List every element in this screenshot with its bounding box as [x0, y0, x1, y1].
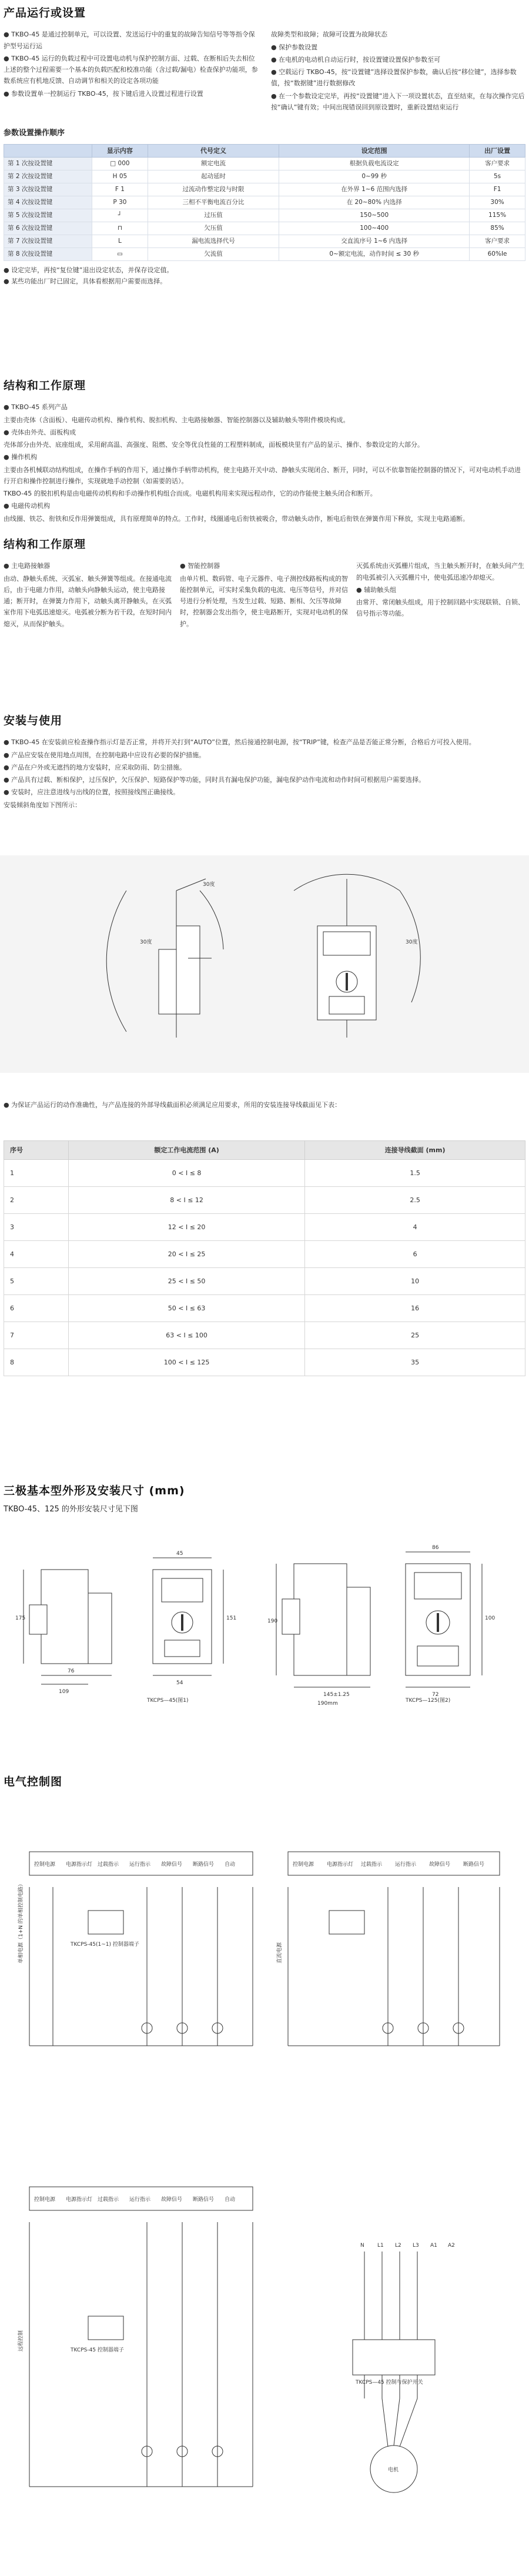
operation-para: ● 保护参数设置 — [271, 43, 318, 51]
structure1-section — [4, 376, 525, 526]
wire-table-section — [4, 1140, 525, 1376]
fig-caption: TKCPS—125(图2) — [406, 1698, 451, 1704]
wire-note-text: ● 为保证产品运行的动作准确性，与产品连接的外部导线截面积必须满足应用要求，所用的安装连接导线截面见下表： — [4, 1101, 341, 1109]
structure-line: 主要由各机械联动结构组成，在操作手柄的作用下，通过操作手柄带动机构，使主电路开关中动、静触头实现闭合、断开，同时，可以不依靠智能控制器的情况下，可对电动机手动进行开启和操作控制进行操作，实现就地手动控制（如需要的话）。 — [4, 466, 521, 485]
operation-para: ● TKBO-45 是通过控制单元，可以设置、发送运行中的重复的故障告知信号等等指令保护型号运行运 — [4, 31, 255, 50]
wire-cell: 35 — [305, 1349, 525, 1376]
angle-label: 30度 — [140, 939, 152, 945]
install-line: ● TKBO-45 在安装前应检查操作指示灯是否正常，并将开关打到“AUTO”位置，然后接通控制电源，按“TRIP”键，检查产品是否能正常分断，合格后方可投入使用。 — [4, 738, 476, 747]
device-side-view-2 — [176, 926, 200, 1014]
diagram-header-label: 故障信号 — [429, 1862, 451, 1868]
settings-cell: 30% — [470, 196, 525, 209]
settings-cell: 0~额定电流，动作时间 ≤ 30 秒 — [279, 247, 470, 260]
settings-cell: 起动延时 — [148, 170, 279, 183]
motor-label: 电机 — [388, 2467, 399, 2473]
diag1-controller — [88, 1911, 123, 1934]
diagram-header-label: 电源指示灯 — [66, 2197, 93, 2203]
wire-note — [4, 1099, 525, 1112]
wire-row — [4, 1349, 525, 1376]
install-line: 安装倾斜角度如下图所示： — [4, 801, 81, 809]
dim-label: 86 — [432, 1545, 439, 1551]
settings-cell: 60%Ie — [470, 247, 525, 260]
operation-para: ● TKBO-45 运行的负载过程中可设置电动机与保护控制方面、过载、在断相后失去相位上述的整个过程需要一个基本的负载匹配和校准功能（含过载/漏电）检查保护功能项，参数系统应有机地反馈、自动调节和相关的设定各项功能 — [4, 54, 258, 85]
wire-cell: 2 — [4, 1187, 69, 1214]
th — [4, 144, 92, 157]
dim-label: 76 — [68, 1668, 75, 1674]
dim-label: 151 — [226, 1615, 237, 1621]
dim-label: 72 — [432, 1692, 439, 1698]
diag4-term: L3 — [413, 2243, 419, 2249]
settings-cell: 客户要求 — [470, 235, 525, 247]
wire-cell: 6 — [4, 1295, 69, 1322]
settings-cell: 欠流值 — [148, 247, 279, 260]
diag4-term: L1 — [377, 2243, 384, 2249]
settings-cell: 第 1 次按设置键 — [4, 157, 92, 170]
install-title: 安装与使用 — [4, 714, 63, 727]
structure-line: 主要由壳体（含面板）、电磁传动机构、操作机构、脱扣机构、主电路接触器、智能控制器以及辅助触头等附件模块构成。 — [4, 416, 350, 424]
operation-para: ● 在一个参数设定完毕，再按“设置键”进入下一项设置状态，直至结束，在每次操作完后按“确认”键有效；中间出现错误回到原设置时，重新设置结束运行 — [271, 92, 525, 111]
diagram-header-label: 断路信号 — [193, 1862, 215, 1868]
settings-cell: 5s — [470, 170, 525, 183]
install-line: ● 产品在户外或无遮挡的地方安装时，应采取防雨、防尘措施。 — [4, 763, 186, 771]
diag4-term: A2 — [448, 2243, 455, 2249]
diagram-header-label: 电源指示灯 — [327, 1862, 354, 1868]
th: 显示内容 — [92, 144, 148, 157]
diag4-cap: TKCPS—45 控制与保护开关 — [356, 2380, 423, 2386]
settings-cell: ▭ — [92, 247, 148, 260]
wire-cell: 4 — [305, 1214, 525, 1241]
diagram-header-label: 过载指示 — [98, 1862, 119, 1868]
diag4-term: L2 — [395, 2243, 401, 2249]
dim-label: 190mm — [317, 1701, 338, 1707]
settings-row — [4, 196, 525, 209]
dim-label: 100 — [485, 1615, 495, 1621]
fig2-side — [294, 1564, 347, 1675]
dimensions-figure-band — [0, 1523, 529, 1734]
operation-para: ● 空载运行 TKBO-45，按“设置键”选择设置保护参数，确认后按“移位键”，选择参数值，按“数据键”进行数据修改 — [271, 68, 517, 88]
operation-columns — [4, 29, 525, 114]
structure2-col2 — [180, 560, 349, 631]
dim-label: 45 — [176, 1551, 183, 1557]
wire-row — [4, 1214, 525, 1241]
structure2-line: 由动、静触头系统、灭弧室、触头弹簧等组成。在接通电流后，由于电磁力作用，动触头向静触头运动，使主电路接通；断开时，在弹簧力作用下，动触头离开静触头，在灭弧室作用下电弧迅速熄灭。电弧被分断为若干段，在短时间内熄灭，从而保护触头。 — [4, 574, 172, 628]
settings-row — [4, 183, 525, 196]
diag3-controller — [88, 2316, 123, 2340]
diagram-header-label: 断路信号 — [193, 2197, 215, 2203]
wire-row — [4, 1295, 525, 1322]
dim-label: 190 — [267, 1618, 278, 1624]
wire-cell: 6 — [305, 1241, 525, 1268]
wire-cell: 3 — [4, 1214, 69, 1241]
settings-row — [4, 247, 525, 260]
diagram-header-label: 过载指示 — [361, 1862, 383, 1868]
install-figure-band — [0, 855, 529, 1073]
wire-cell: 1.5 — [305, 1160, 525, 1187]
settings-row — [4, 222, 525, 235]
dim-label: 109 — [59, 1689, 69, 1695]
settings-cell: 过流动作整定段与时限 — [148, 183, 279, 196]
operation-para: ● 参数设置单一控制运行 TKBO-45，按下键后进入设置过程进行设置 — [4, 89, 203, 98]
settings-cell: ┘ — [92, 209, 148, 222]
structure2-line: ● 主电路接触器 — [4, 562, 51, 570]
structure2-line: 由单片机、数码管、电子元器件、电子测控线路板构成的智能控制单元，可实时采集负载的电流、电压等信号，并对信号进行分析处理，当发生过载、短路、断相、欠压等故障时，控制器会发出指令，使主电路断开，实现对电动机的保护。 — [180, 574, 348, 628]
settings-row — [4, 209, 525, 222]
operation-para: ● 在电机的电动机自动运行时，按设置键设置保护参数至可 — [271, 55, 441, 63]
structure-line: 由线圈、铁芯、衔铁和反作用弹簧组成，具有原理简单的特点。工作时，线圈通电后衔铁被吸合，带动触头动作，断电后衔铁在弹簧作用下释放，实现主电路通断。 — [4, 514, 469, 523]
angle-label: 30度 — [203, 882, 215, 888]
structure2-columns — [4, 560, 525, 631]
wire-row — [4, 1268, 525, 1295]
settings-cell: 115% — [470, 209, 525, 222]
operation-note: ● 设定完毕，再按“复位键”退出设定状态，并保存设定值。 — [4, 266, 173, 274]
dimensions-figure — [0, 1523, 529, 1734]
wire-cell: 4 — [4, 1241, 69, 1268]
settings-cell: 欠压值 — [148, 222, 279, 235]
diagram-header-label: 自动 — [225, 2197, 236, 2203]
wire-cell: 25 — [305, 1322, 525, 1349]
th: 设定范围 — [279, 144, 470, 157]
diagram-header-label: 运行指示 — [129, 2197, 151, 2203]
settings-cell: 第 2 次按设置键 — [4, 170, 92, 183]
structure-line: TKBO-45 的脱扣机构是由电磁传动机构和手动操作机构组合而成。电磁机构用来实现远程动作，它的动作能使主触头闭合和断开。 — [4, 490, 377, 497]
settings-cell: 第 8 次按设置键 — [4, 247, 92, 260]
install-line: ● 产品应安装在使用地点周围，在控制电路中应设有必要的保护措施。 — [4, 751, 206, 759]
diag2-controller — [329, 1911, 364, 1934]
fig-caption: TKCPS—45(图1) — [147, 1698, 189, 1704]
structure-line: 壳体部分由外壳、底座组成，采用耐高温、高强度、阻燃、安全等优良性能的工程塑料制成，面板模块里有产品的显示、操作、参数设定的大部分。 — [4, 441, 424, 449]
electrical-section — [4, 1772, 525, 1798]
settings-cell: 额定电流 — [148, 157, 279, 170]
settings-cell: 第 5 次按设置键 — [4, 209, 92, 222]
dim-label: 175 — [15, 1615, 26, 1621]
diag4-term: N — [360, 2243, 364, 2249]
wire-cell: 25 < I ≤ 50 — [69, 1268, 305, 1295]
settings-cell: 漏电流选择代号 — [148, 235, 279, 247]
install-line: ● 产品具有过载、断相保护，过压保护，欠压保护、短路保护等功能，同时具有漏电保护功能，漏电保护动作电流和动作时间可根据用户需要选择。 — [4, 776, 426, 784]
dim-label: 145±1.25 — [323, 1692, 350, 1698]
electrical-title: 电气控制图 — [4, 1775, 63, 1788]
settings-cell: □ 000 — [92, 157, 148, 170]
structure2-col3 — [356, 560, 525, 631]
settings-cell: 交直流序号 1~6 内选择 — [279, 235, 470, 247]
structure2-line: 由常开、常闭触头组成，用于控制回路中实现联锁、自锁、信号指示等功能。 — [356, 598, 524, 618]
diagram-header-label: 运行指示 — [129, 1862, 151, 1868]
diagram-header-label: 控制电源 — [34, 1862, 56, 1868]
structure-line: ● 操作机构 — [4, 453, 38, 461]
order-title: 参数设置操作顺序 — [4, 129, 65, 138]
settings-cell: 过压值 — [148, 209, 279, 222]
diagram-header-label: 过载指示 — [98, 2197, 119, 2203]
wire-row — [4, 1160, 525, 1187]
structure2-title: 结构和工作原理 — [4, 538, 86, 551]
operation-right-col — [271, 29, 525, 114]
wire-cell: 12 < I ≤ 20 — [69, 1214, 305, 1241]
settings-row — [4, 235, 525, 247]
settings-cell: 100~400 — [279, 222, 470, 235]
settings-cell: L — [92, 235, 148, 247]
diagram-header-label: 断路信号 — [463, 1862, 485, 1868]
th: 序号 — [4, 1141, 69, 1160]
structure2-section — [4, 535, 525, 631]
diagram-header-label: 故障信号 — [161, 1862, 183, 1868]
diag2-side: 直流电源 — [277, 1942, 283, 1963]
diag4-switch — [353, 2340, 435, 2375]
structure2-line: ● 辅助触头组 — [356, 586, 397, 594]
diagram-header-label: 运行指示 — [395, 1862, 417, 1868]
structure1-title: 结构和工作原理 — [4, 379, 86, 392]
settings-cell: 客户要求 — [470, 157, 525, 170]
th: 额定工作电流范围 (A) — [69, 1141, 305, 1160]
diag3-side: 远程控制 — [18, 2330, 24, 2351]
wire-row — [4, 1322, 525, 1349]
wire-cell: 50 < I ≤ 63 — [69, 1295, 305, 1322]
settings-cell: 0~99 秒 — [279, 170, 470, 183]
settings-table — [4, 144, 525, 261]
settings-cell: 第 6 次按设置键 — [4, 222, 92, 235]
structure-line: ● 电磁传动机构 — [4, 502, 51, 510]
wire-cell: 0 < I ≤ 8 — [69, 1160, 305, 1187]
diagram-header-label: 电源指示灯 — [66, 1862, 93, 1868]
settings-cell: P 30 — [92, 196, 148, 209]
diagram-header-label: 控制电源 — [293, 1862, 314, 1868]
angle-label: 30度 — [406, 939, 418, 945]
operation-note: ● 某些功能出厂时已固定，具体看根据用户需要而选择。 — [4, 277, 167, 285]
settings-cell: 85% — [470, 222, 525, 235]
structure-line: ● 壳体由外壳、面板构成 — [4, 428, 76, 436]
wire-cell: 8 — [4, 1349, 69, 1376]
wire-cell: 10 — [305, 1268, 525, 1295]
dimensions-section — [4, 1481, 525, 1520]
electrical-diagrams — [0, 1811, 529, 2569]
angle-arc-left — [106, 891, 126, 1032]
settings-cell: 三相不平衡电流百分比 — [148, 196, 279, 209]
th: 代号定义 — [148, 144, 279, 157]
wire-row — [4, 1187, 525, 1214]
wire-cell: 8 < I ≤ 12 — [69, 1187, 305, 1214]
structure2-line: ● 智能控制器 — [180, 562, 220, 570]
settings-row — [4, 170, 525, 183]
diag3-cap: TKCPS-45 控制器端子 — [71, 2347, 124, 2353]
wire-cell: 100 < I ≤ 125 — [69, 1349, 305, 1376]
fig1-side — [41, 1570, 88, 1664]
diag1-side: 单相电源（1+N 的单相控制电路） — [18, 1881, 24, 1963]
wire-cell: 63 < I ≤ 100 — [69, 1322, 305, 1349]
wire-cell: 5 — [4, 1268, 69, 1295]
wire-cell: 7 — [4, 1322, 69, 1349]
settings-cell: F1 — [470, 183, 525, 196]
operation-section — [4, 4, 525, 287]
settings-cell: H 05 — [92, 170, 148, 183]
wire-cell: 16 — [305, 1295, 525, 1322]
settings-table-header — [4, 144, 525, 157]
settings-cell: 根据负载电流设定 — [279, 157, 470, 170]
wire-cell: 1 — [4, 1160, 69, 1187]
settings-cell: 第 3 次按设置键 — [4, 183, 92, 196]
dim-label: 54 — [176, 1680, 183, 1686]
th: 连接导线截面 (mm) — [305, 1141, 525, 1160]
install-angle-figure — [0, 855, 529, 1073]
electrical-figure-band — [0, 1811, 529, 2569]
diagram-header-label: 故障信号 — [161, 2197, 183, 2203]
settings-cell: ⊓ — [92, 222, 148, 235]
wire-cell: 2.5 — [305, 1187, 525, 1214]
diagram-header-label: 控制电源 — [34, 2197, 56, 2203]
dimensions-title: 三极基本型外形及安装尺寸 (mm) — [4, 1484, 185, 1497]
diag1-cap: TKCPS-45(1~1) 控制器端子 — [71, 1942, 139, 1948]
dimensions-subtitle: TKBO-45、125 的外形安装尺寸见下图 — [4, 1505, 138, 1514]
operation-title: 产品运行或设置 — [4, 6, 86, 19]
wire-table — [4, 1140, 525, 1376]
operation-left-col — [4, 29, 258, 114]
settings-cell: 在外界 1~6 范围内选择 — [279, 183, 470, 196]
wire-table-header — [4, 1141, 525, 1160]
install-line: ● 安装时，应注意进线与出线的位置，按照接线图正确接线。 — [4, 788, 180, 797]
structure2-col1 — [4, 560, 173, 631]
diagram-header-label: 自动 — [225, 1862, 236, 1868]
th: 出厂设置 — [470, 144, 525, 157]
wire-row — [4, 1241, 525, 1268]
angle-arc-right-left — [200, 891, 223, 949]
settings-cell: 在 20~80% 内选择 — [279, 196, 470, 209]
structure-line: ● TKBO-45 系列产品 — [4, 403, 68, 412]
install-section — [4, 711, 525, 812]
operation-para: 故障类型和故障；故障可设置为故障状态 — [271, 31, 387, 39]
structure2-line: 灭弧系统由灭弧栅片组成，当主触头断开时，在触头间产生的电弧被引入灭弧栅片中，使电弧迅速冷却熄灭。 — [356, 562, 524, 581]
settings-cell: 第 7 次按设置键 — [4, 235, 92, 247]
settings-cell: F 1 — [92, 183, 148, 196]
wire-cell: 20 < I ≤ 25 — [69, 1241, 305, 1268]
angle-line-left — [176, 879, 206, 891]
settings-row — [4, 157, 525, 170]
diag4-term: A1 — [430, 2243, 437, 2249]
settings-cell: 第 4 次按设置键 — [4, 196, 92, 209]
settings-cell: 150~500 — [279, 209, 470, 222]
